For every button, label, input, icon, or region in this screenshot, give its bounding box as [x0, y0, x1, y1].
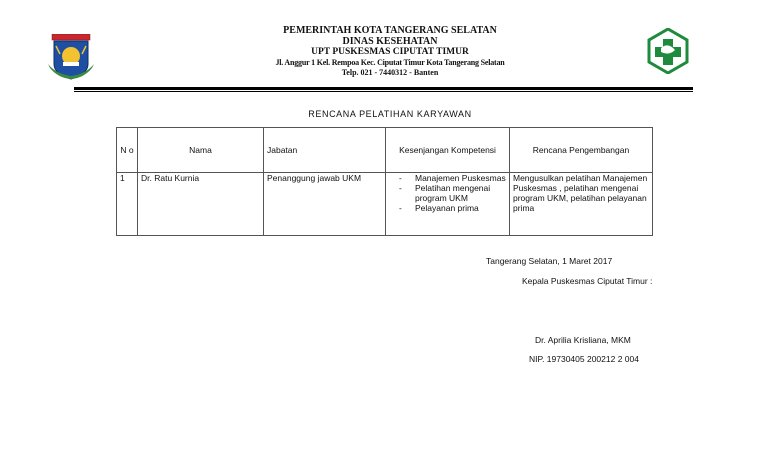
col-header-kesenjangan: Kesenjangan Kompetensi	[386, 128, 510, 173]
letterhead-rule-thin	[74, 91, 693, 92]
col-header-jabatan: Jabatan	[264, 128, 386, 173]
list-item: - Manajemen Puskesmas	[399, 173, 506, 183]
list-item: - Pelayanan prima	[399, 203, 506, 213]
letterhead-rule-thick	[74, 87, 693, 90]
training-plan-table	[116, 127, 653, 236]
cell-rencana: Mengusulkan pelatihan Manajemen Puskesmas , pelatihan mengenai program UKM, pelatihan pelayanan prima	[510, 173, 653, 236]
puskesmas-logo	[647, 28, 689, 74]
cell-no: 1	[117, 173, 138, 236]
letterhead-unit: UPT PUSKESMAS CIPUTAT TIMUR	[311, 47, 469, 57]
col-header-rencana: Rencana Pengembangan	[510, 128, 653, 173]
signature-name: Dr. Aprilia Krisliana, MKM	[535, 335, 631, 345]
letterhead	[210, 26, 570, 79]
letterhead-government: PEMERINTAH KOTA TANGERANG SELATAN	[283, 25, 497, 36]
letterhead-phone: Telp. 021 - 7440312 - Banten	[341, 68, 439, 77]
signature-role: Kepala Puskesmas Ciputat Timur :	[522, 276, 653, 286]
signature-place-date: Tangerang Selatan, 1 Maret 2017	[486, 256, 613, 266]
cell-jabatan: Penanggung jawab UKM	[264, 173, 386, 236]
list-item: - Pelatihan mengenai program UKM	[399, 183, 506, 203]
city-emblem-logo	[46, 34, 96, 80]
cell-nama: Dr. Ratu Kurnia	[138, 173, 264, 236]
table-header-row	[117, 128, 653, 173]
document-title: RENCANA PELATIHAN KARYAWAN	[308, 109, 472, 119]
signature-nip: NIP. 19730405 200212 2 004	[529, 354, 639, 364]
cell-kesenjangan	[386, 173, 510, 236]
letterhead-address: Jl. Anggur 1 Kel. Rempoa Kec. Ciputat Timur Kota Tangerang Selatan	[275, 57, 505, 67]
col-header-nama: Nama	[138, 128, 264, 173]
letterhead-agency: DINAS KESEHATAN	[342, 35, 438, 47]
table-row	[117, 173, 653, 236]
competency-gap-list	[389, 173, 506, 213]
col-header-no: N o	[117, 128, 138, 173]
